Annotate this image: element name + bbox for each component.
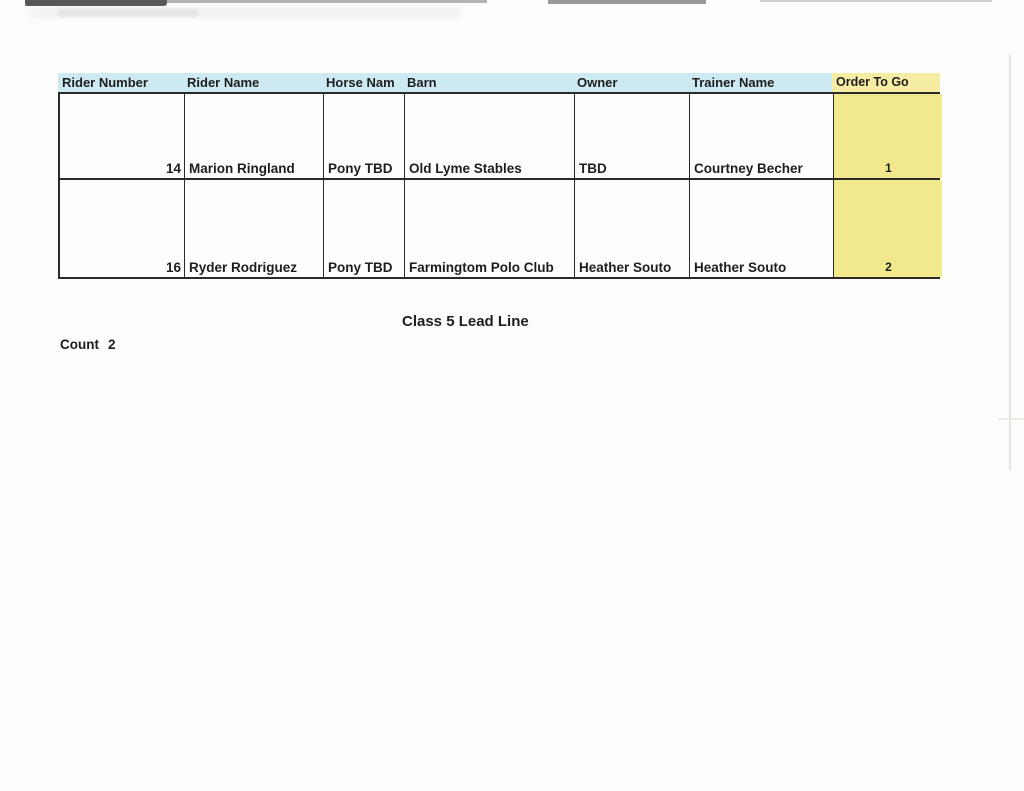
cell-owner: TBD bbox=[575, 94, 690, 178]
table-row bbox=[60, 94, 938, 180]
column-header-barn: Barn bbox=[403, 73, 573, 92]
scan-smudge-top-mid bbox=[167, 0, 487, 3]
column-header-trainer-name: Trainer Name bbox=[688, 73, 832, 92]
column-header-order-to-go: Order To Go bbox=[832, 73, 940, 92]
cell-rider-number: 16 bbox=[60, 180, 185, 277]
table-row bbox=[60, 180, 938, 277]
table-body bbox=[58, 92, 940, 279]
cell-trainer-name: Heather Souto bbox=[690, 180, 834, 277]
cell-owner: Heather Souto bbox=[575, 180, 690, 277]
scan-smudge-blur bbox=[30, 7, 460, 18]
column-header-rider-name: Rider Name bbox=[183, 73, 322, 92]
cell-rider-name: Marion Ringland bbox=[185, 94, 324, 178]
scan-tick-right bbox=[998, 418, 1024, 420]
cell-horse-name: Pony TBD bbox=[324, 94, 405, 178]
cell-order-to-go: 1 bbox=[834, 94, 942, 178]
cell-order-to-go: 2 bbox=[834, 180, 942, 277]
column-header-rider-number: Rider Number bbox=[58, 73, 183, 92]
cell-horse-name: Pony TBD bbox=[324, 180, 405, 277]
scan-smudge-blur2 bbox=[58, 9, 198, 17]
count-value: 2 bbox=[107, 337, 116, 352]
scan-smudge-top-dark bbox=[25, 0, 167, 6]
cell-rider-name: Ryder Rodriguez bbox=[185, 180, 324, 277]
cell-barn: Farmingtom Polo Club bbox=[405, 180, 575, 277]
cell-barn: Old Lyme Stables bbox=[405, 94, 575, 178]
table-header-row bbox=[58, 73, 940, 92]
column-header-owner: Owner bbox=[573, 73, 688, 92]
scan-smudge-top-dark2 bbox=[548, 0, 706, 4]
scan-smudge-top-faint bbox=[760, 0, 992, 2]
cell-rider-number: 14 bbox=[60, 94, 185, 178]
class-roster-table bbox=[58, 73, 940, 279]
class-title: Class 5 Lead Line bbox=[402, 313, 529, 330]
count-label: Count bbox=[60, 337, 99, 352]
count-row bbox=[60, 337, 116, 352]
cell-trainer-name: Courtney Becher bbox=[690, 94, 834, 178]
scan-line-right-edge bbox=[1009, 55, 1011, 470]
column-header-horse-name: Horse Nam bbox=[322, 73, 403, 92]
